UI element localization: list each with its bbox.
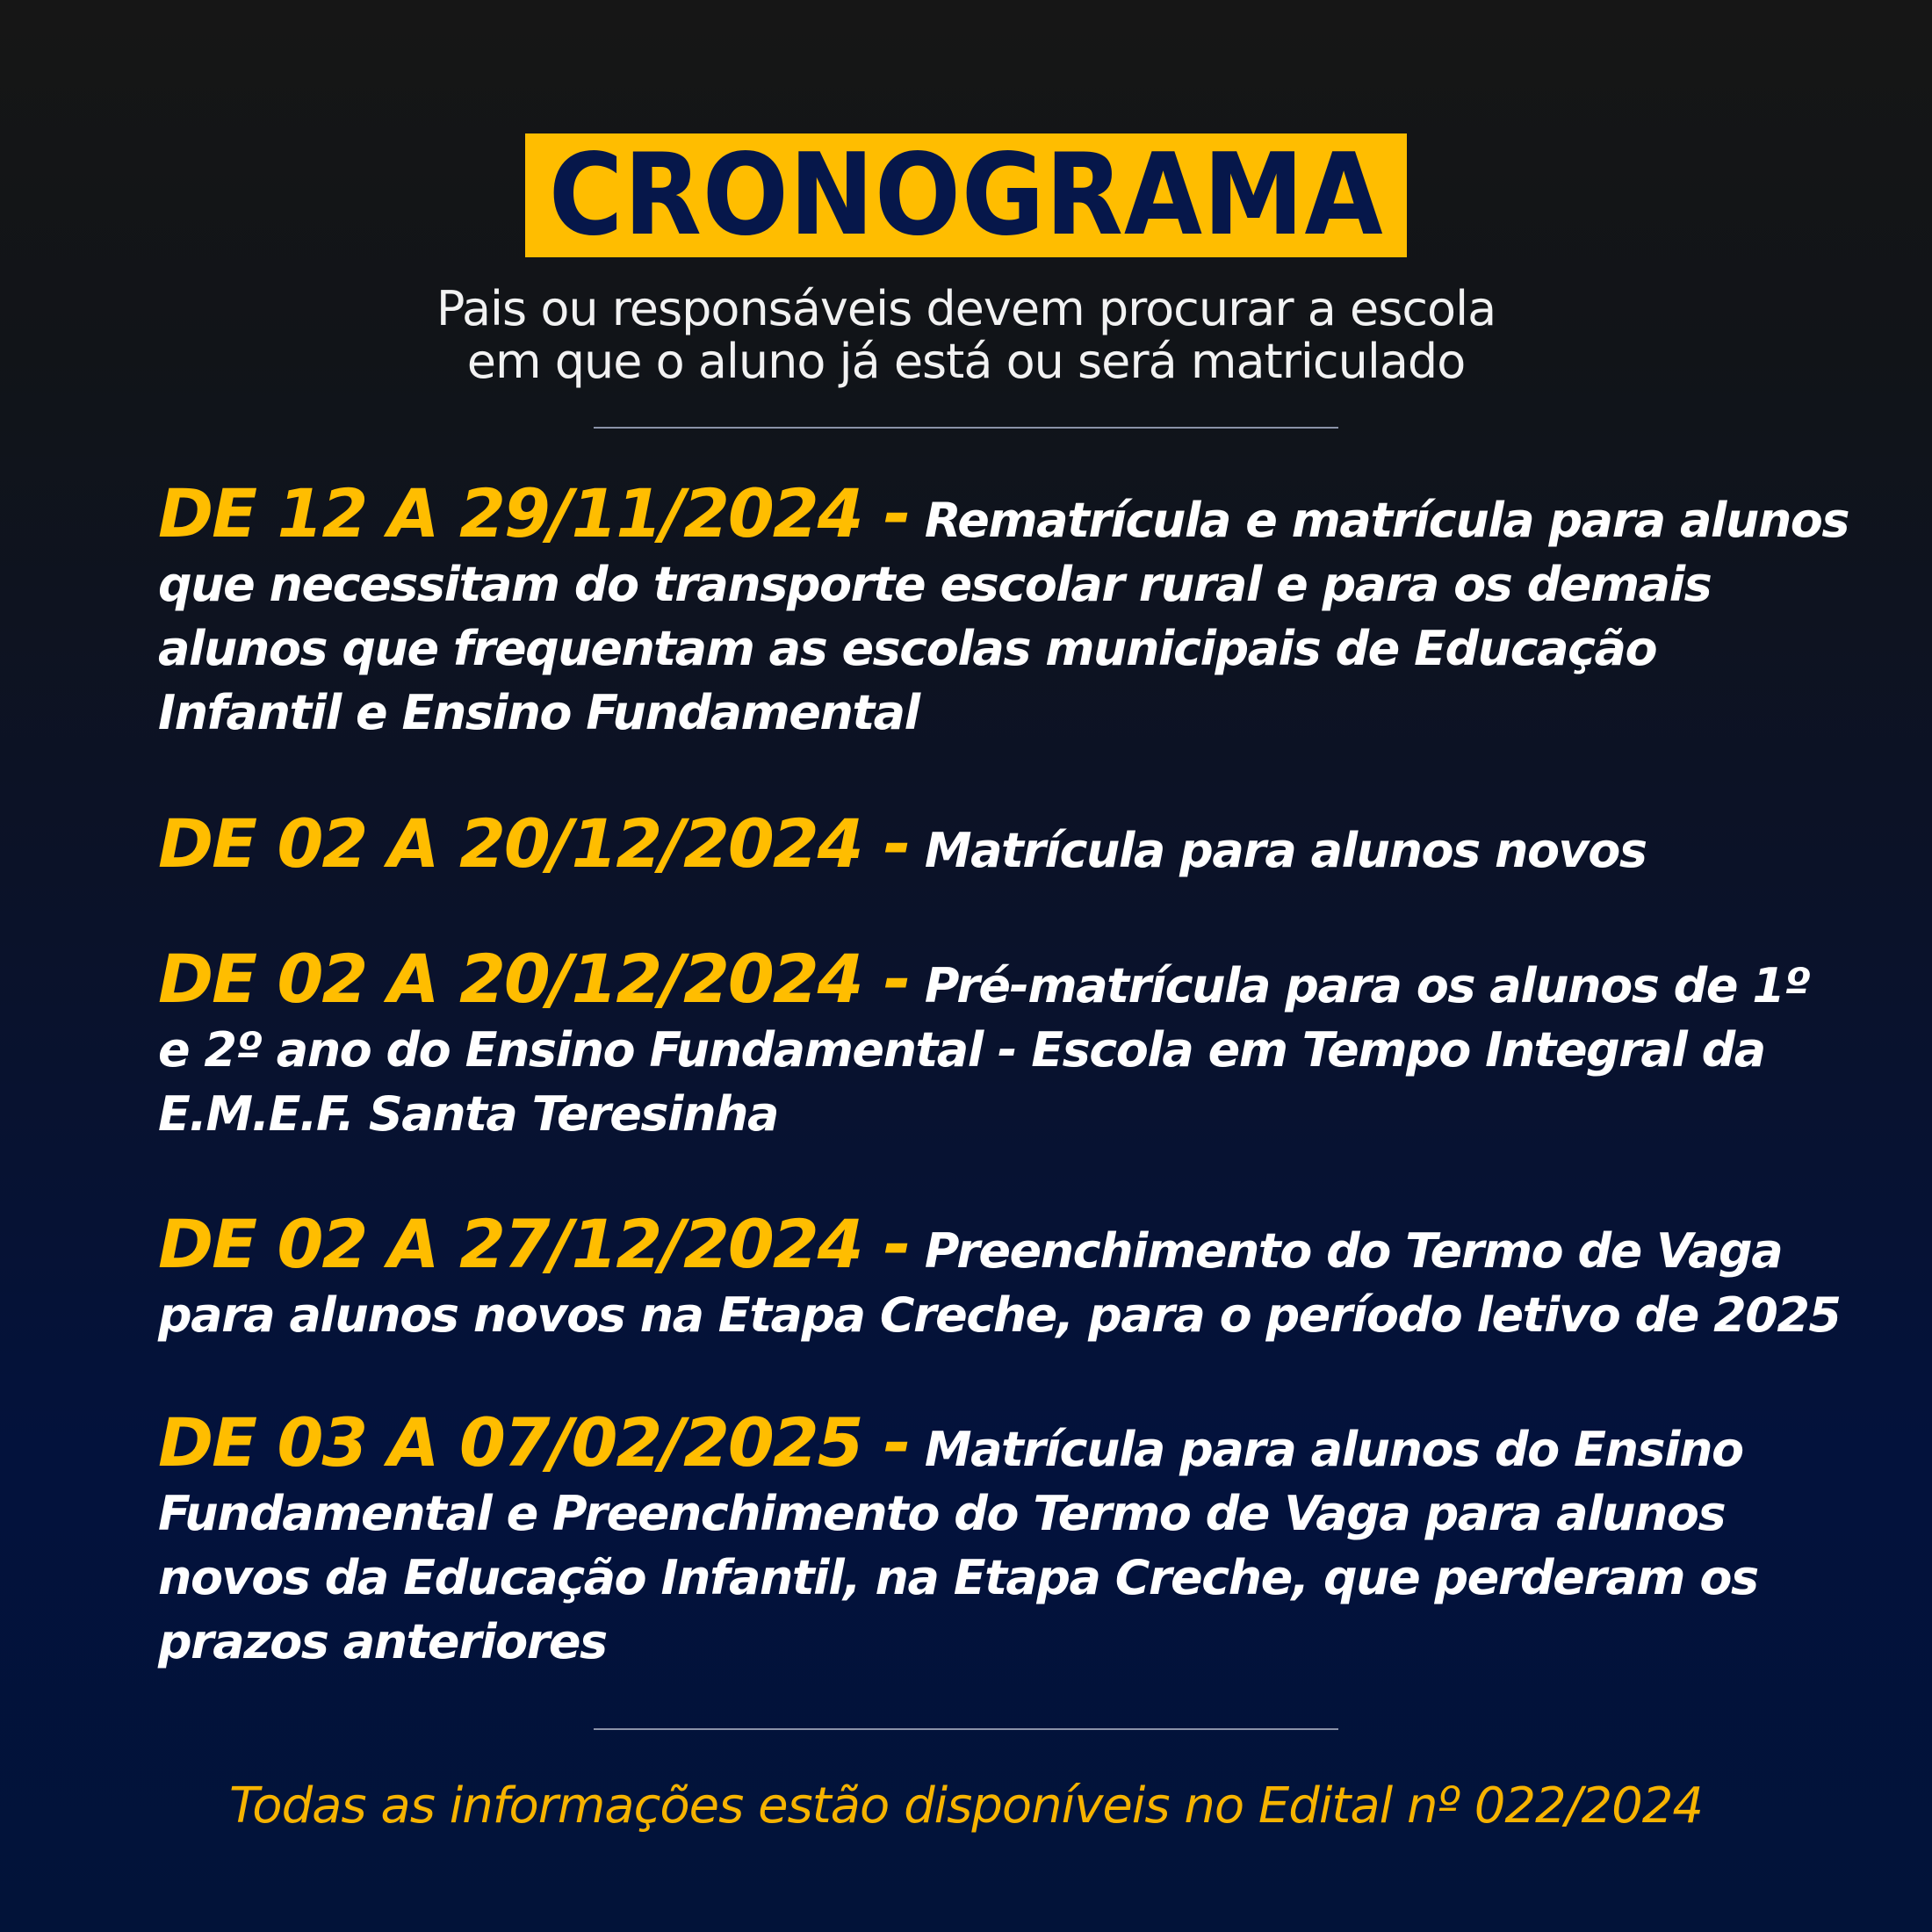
title-banner xyxy=(525,129,1407,261)
page-title: CRONOGRAMA xyxy=(548,129,1384,261)
schedule-description: Rematrícula e matrícula para alunos que necessitam do transporte escolar rural e para os demais alunos que frequentam as escolas municipais de Educação Infantil e Ensino Fundamental xyxy=(158,493,1849,740)
divider-top xyxy=(594,427,1338,429)
schedule-item xyxy=(158,1403,1853,1674)
schedule-description: Matrícula para alunos novos xyxy=(924,823,1647,878)
divider-bottom xyxy=(594,1728,1338,1730)
schedule-description: Pré-matrícula para os alunos de 1º e 2º ano do Ensino Fundamental - Escola em Tempo Integral da E.M.E.F. Santa Teresinha xyxy=(158,958,1810,1142)
schedule-item xyxy=(158,940,1853,1146)
schedule-description: Matrícula para alunos do Ensino Fundamental e Preenchimento do Termo de Vaga para alunos novos da Educação Infantil, na Etapa Creche, que perderam os prazos anteriores xyxy=(158,1422,1758,1669)
subtitle xyxy=(263,283,1669,388)
schedule-item xyxy=(158,804,1853,883)
subtitle-line-1: Pais ou responsáveis devem procurar a escola xyxy=(436,281,1496,336)
schedule-item xyxy=(158,1205,1853,1347)
footer-note: Todas as informações estão disponíveis no Edital nº 022/2024 xyxy=(229,1777,1703,1835)
schedule-date: DE 02 A 20/12/2024 - xyxy=(158,804,910,883)
subtitle-line-2: em que o aluno já está ou será matriculado xyxy=(466,334,1466,389)
schedule-item xyxy=(158,474,1853,745)
schedule-date: DE 02 A 27/12/2024 - xyxy=(158,1205,910,1283)
schedule-date: DE 12 A 29/11/2024 - xyxy=(158,474,910,552)
schedule-date: DE 02 A 20/12/2024 - xyxy=(158,940,910,1018)
schedule-date: DE 03 A 07/02/2025 - xyxy=(158,1403,910,1481)
schedule-description: Preenchimento do Termo de Vaga para alunos novos na Etapa Creche, para o período letivo de 2025 xyxy=(158,1223,1841,1343)
